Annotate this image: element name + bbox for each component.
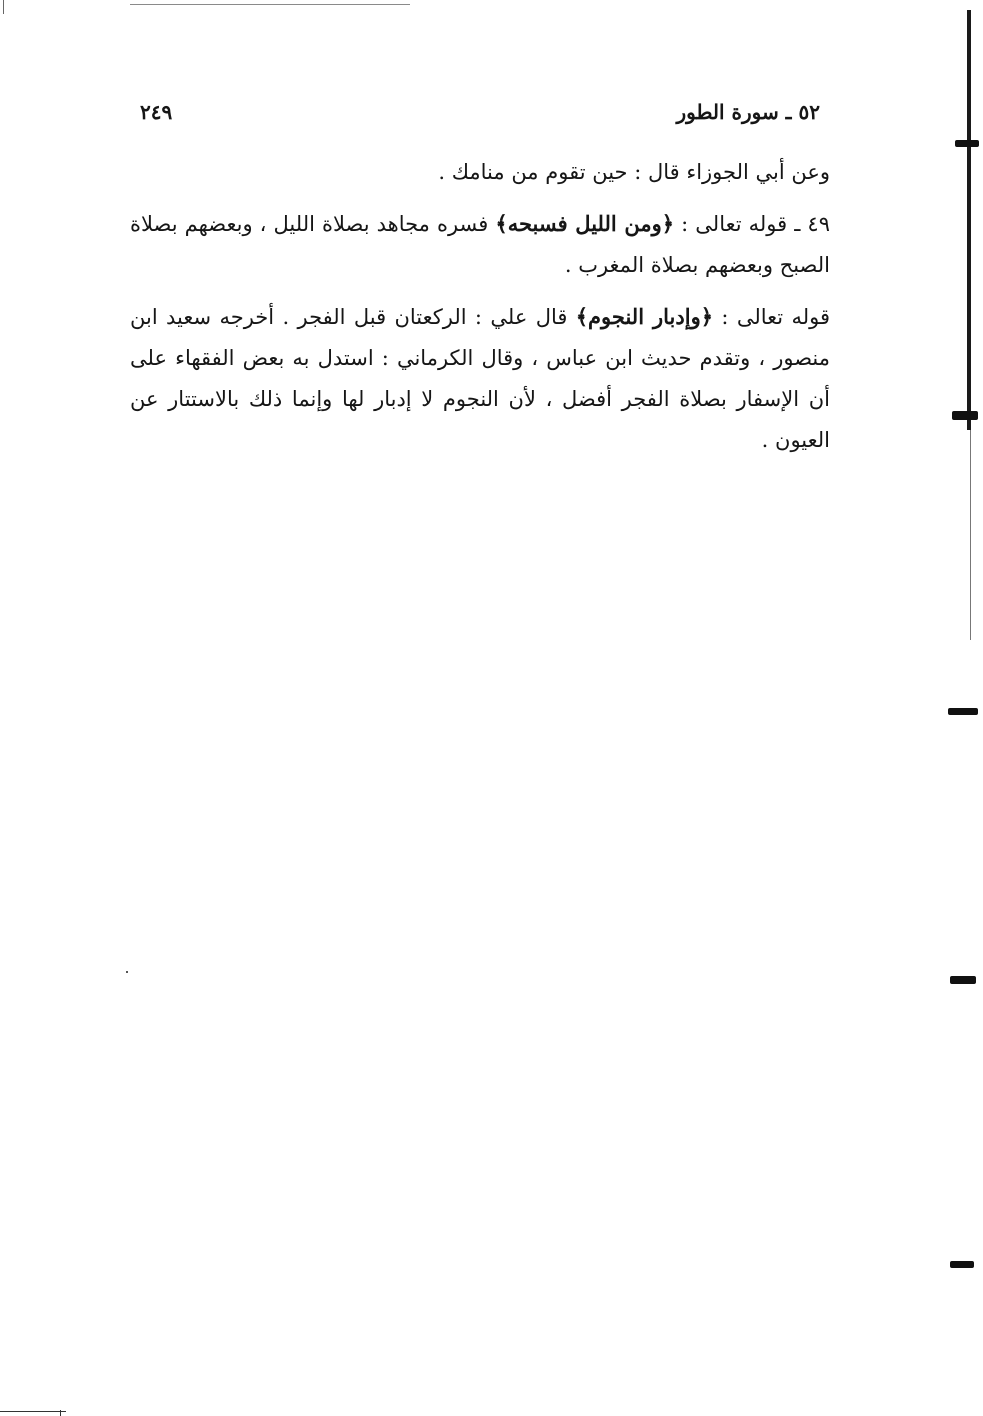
- commentary-text: قال علي : الركعتان قبل الفجر . أخرجه سعيد ابن منصور ، وتقدم حديث ابن عباس ، وقال الكرماني : استدل به بعض الفقهاء على أن الإسفار بصلاة الفجر أفضل ، لأن النجوم لا إدبار لها وإنما ذلك بالاستتار عن العيون .: [130, 305, 830, 452]
- binding-mark: [948, 708, 978, 715]
- binding-mark: [950, 976, 976, 984]
- scan-bottom-tick: [60, 1410, 61, 1416]
- verse-intro: ٤٩ ـ قوله تعالى :: [674, 212, 830, 236]
- paragraph-3: [130, 296, 830, 461]
- scan-bottom-line: [0, 1411, 66, 1412]
- paragraph-1: [130, 152, 830, 193]
- scan-speck: [126, 971, 128, 973]
- scan-left-mark: [3, 0, 4, 14]
- commentary-text: فسره مجاهد بصلاة الليل ، وبعضهم بصلاة الصبح وبعضهم بصلاة المغرب .: [130, 212, 830, 277]
- page-header: [140, 100, 820, 130]
- binding-mark: [950, 1261, 974, 1268]
- binding-mark: [955, 140, 979, 147]
- quran-quote: ﴿وإدبار النجوم﴾: [575, 304, 714, 329]
- binding-edge-line: [967, 10, 971, 430]
- quran-quote: ﴿ومن الليل فسبحه﴾: [495, 211, 675, 236]
- paragraph-2: [130, 203, 830, 286]
- page-number: ٢٤٩: [140, 100, 173, 124]
- scan-top-line: [130, 4, 410, 5]
- body-text: [130, 152, 830, 471]
- verse-intro: قوله تعالى :: [713, 305, 831, 329]
- binding-mark: [952, 411, 978, 420]
- binding-edge-line-thin: [970, 430, 971, 640]
- paragraph-text: وعن أبي الجوزاء قال : حين تقوم من منامك .: [438, 160, 830, 184]
- chapter-title: ٥٢ ـ سورة الطور: [676, 100, 820, 124]
